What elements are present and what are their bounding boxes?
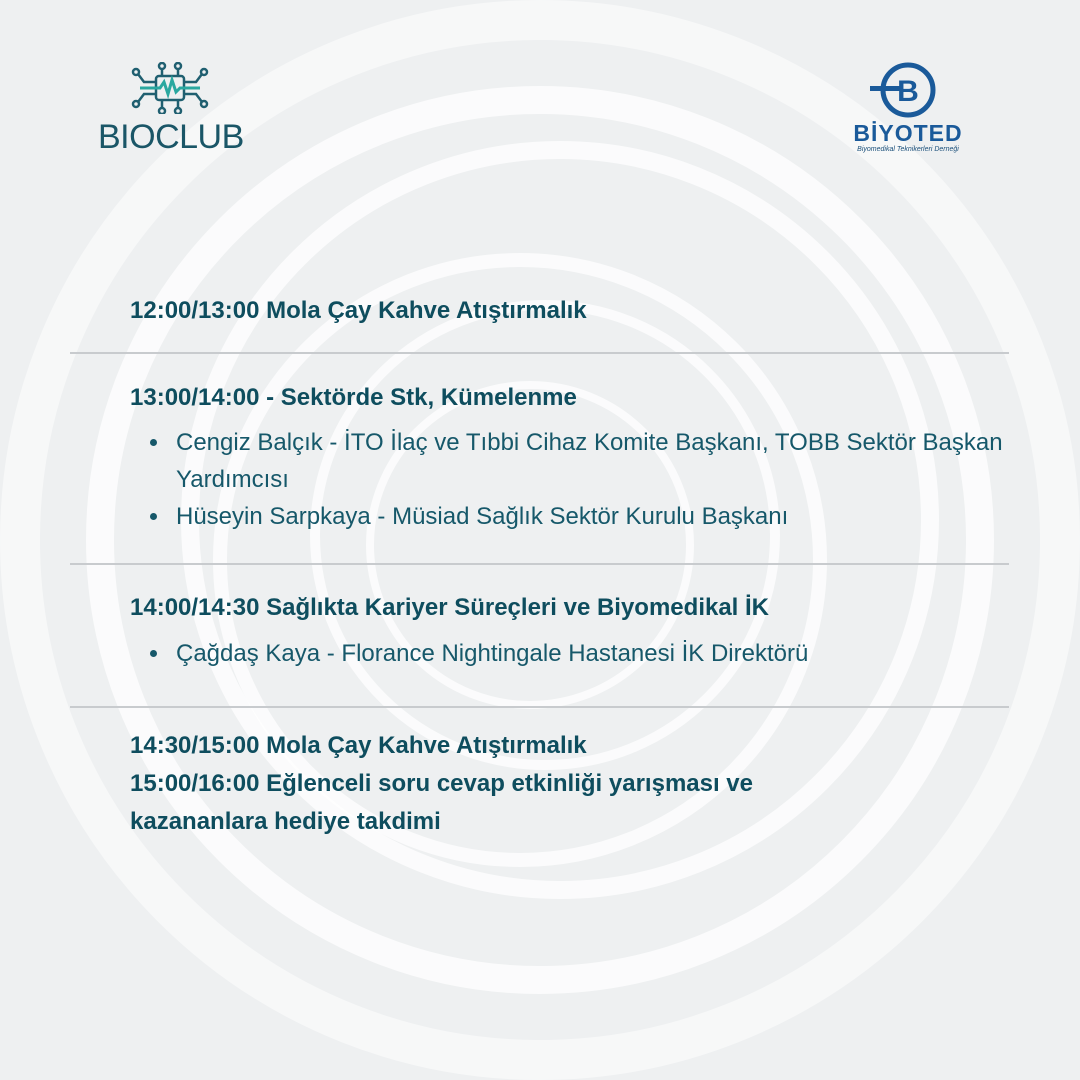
agenda-heading: 15:00/16:00 Eğlenceli soru cevap etkinliği yarışması ve [130,770,754,797]
divider [70,352,1009,354]
speaker-item: Cengiz Balçık - İTO İlaç ve Tıbbi Cihaz Komite Başkanı, TOBB Sektör Başkan Yardımcısı [130,424,1050,498]
speaker-list [130,424,1050,535]
divider [70,706,1009,708]
agenda-heading: 14:30/15:00 Mola Çay Kahve Atıştırmalık [130,732,587,759]
agenda-heading: 14:00/14:30 Sağlıkta Kariyer Süreçleri ve Biyomedikal İK [130,594,770,621]
biyoted-tagline: Biyomedikal Teknikerleri Derneği [857,146,959,153]
agenda-heading: kazananlara hediye takdimi [130,808,441,835]
circuit-chip-icon [130,62,210,114]
biyoted-logo [838,62,978,162]
agenda-item-3 [130,589,1050,672]
speaker-item: Çağdaş Kaya - Florance Nightingale Hastanesi İK Direktörü [130,635,1050,672]
agenda-item-1 [130,292,1050,330]
svg-text:B: B [897,75,919,108]
agenda-heading: 13:00/14:00 - Sektörde Stk, Kümelenme [130,384,577,411]
biyoted-wordmark: BİYOTED [853,120,963,146]
speaker-item: Hüseyin Sarpkaya - Müsiad Sağlık Sektör Kurulu Başkanı [130,498,1050,535]
biyoted-b-icon [868,62,948,118]
agenda-item-2 [130,379,1050,535]
speaker-list [130,635,1050,672]
agenda-heading: 12:00/13:00 Mola Çay Kahve Atıştırmalık [130,297,587,324]
agenda-item-4 [130,727,1050,841]
divider [70,563,1009,565]
bioclub-logo [98,62,243,157]
bioclub-wordmark: BIOCLUB [98,118,244,156]
